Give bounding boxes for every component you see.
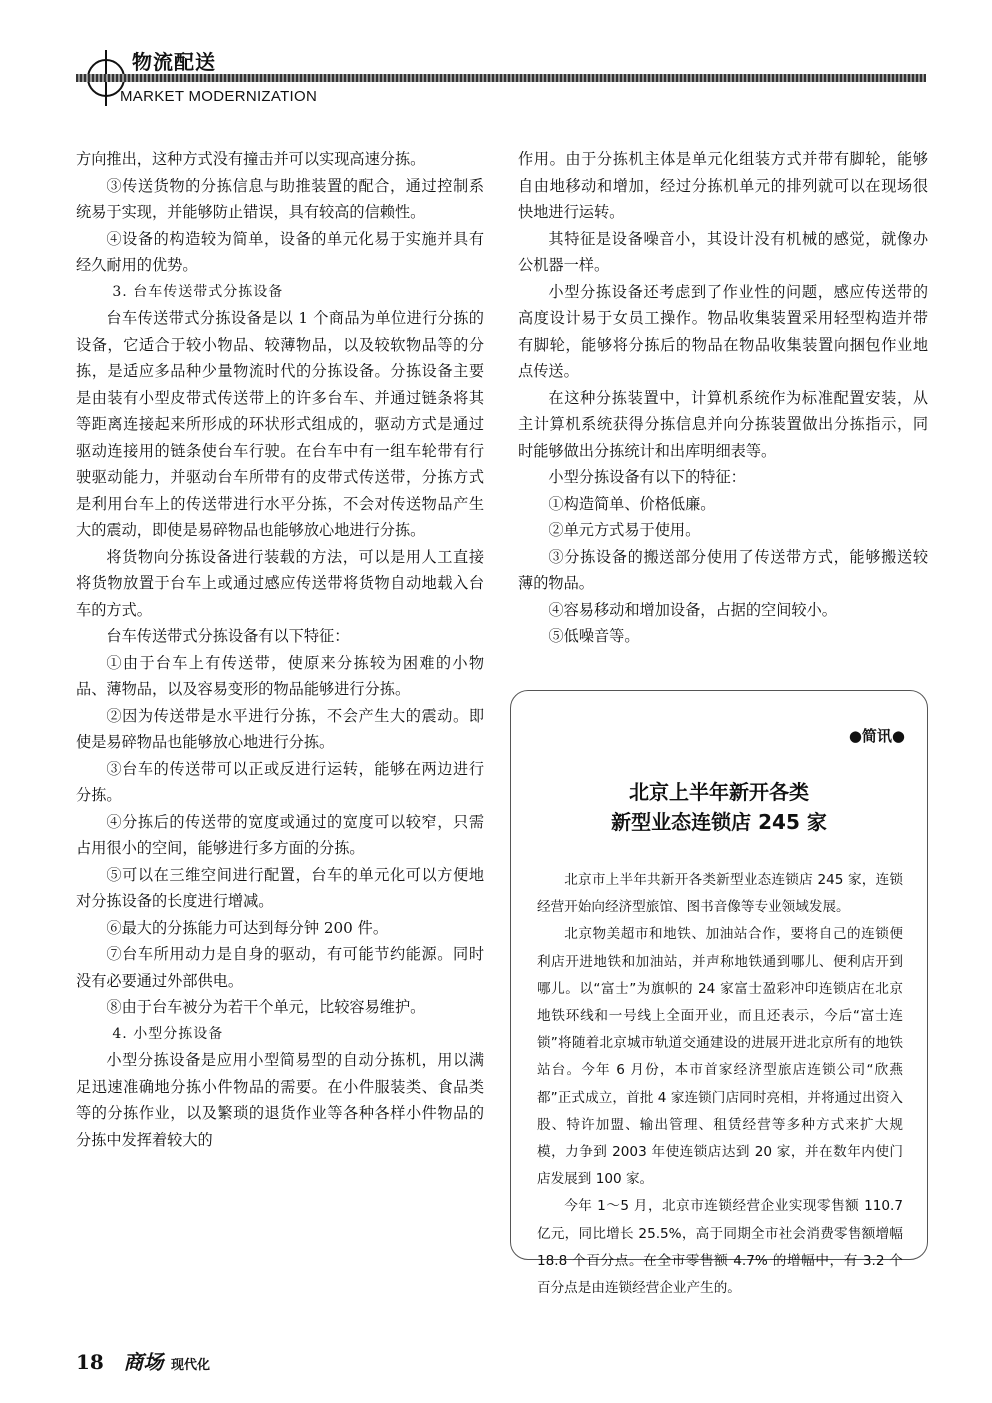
page-header xyxy=(0,0,992,120)
magazine-name: 商场 xyxy=(123,1350,164,1374)
paragraph: ③传送货物的分拣信息与助推装置的配合，通过控制系统易于实现，并能够防止错误，具有较高的信赖性。 xyxy=(76,176,484,221)
paragraph: ⑧由于台车被分为若干个单元，比较容易维护。 xyxy=(106,998,426,1016)
paragraph: 小型分拣设备还考虑到了作业性的问题，感应传送带的高度设计易于女员工操作。物品收集装置采用轻型构造并带有脚轮，能够将分拣后的物品在物品收集装置向捆包作业地点传送。 xyxy=(518,282,928,380)
paragraph: ④设备的构造较为简单，设备的单元化易于实施并具有经久耐用的优势。 xyxy=(76,229,484,274)
news-title-line: 北京上半年新开各类 xyxy=(629,780,809,804)
paragraph: ①构造简单、价格低廉。 xyxy=(548,494,716,513)
news-body xyxy=(537,867,903,1302)
paragraph: 作用。由于分拣机主体是单元化组装方式并带有脚轮，能够自由地移动和增加，经过分拣机单元的排列就可以在现场很快地进行运转。 xyxy=(518,150,928,221)
news-paragraph: 北京市上半年共新开各类新型业态连锁店 245 家，连锁经营开始向经济型旅馆、图书音像等专业领域发展。 xyxy=(537,872,903,916)
paragraph: ⑤低噪音等。 xyxy=(548,627,640,645)
section-heading: 4. 小型分拣设备 xyxy=(112,1025,224,1042)
paragraph: ②因为传送带是水平进行分拣，不会产生大的震动。即使是易碎物品也能够放心地进行分拣。 xyxy=(76,706,484,751)
paragraph: 台车传送带式分拣设备是以 1 个商品为单位进行分拣的设备，它适合于较小物品、较薄物品，以及较软物品等的分拣，是适应多品种少量物流时代的分拣设备。分拣设备主要是由装有小型皮带式传送带上的许多台车、并通过链条将其等距离连接起来所形成的环状形式组成的，驱动方式是通过驱动连接用的链条使台车行驶。在台车中有一组车轮带有行驶驱动能力，并驱动台车所带有的皮带式传送带，分拣方式是利用台车上的传送带进行水平分拣，不会对传送物品产生大的震动，即使是易碎物品也能够放心地进行分拣。 xyxy=(76,309,484,539)
page-number: 18 xyxy=(76,1350,104,1374)
paragraph: ⑦台车所用动力是自身的驱动，有可能节约能源。同时没有必要通过外部供电。 xyxy=(76,945,484,990)
news-title xyxy=(511,777,927,837)
left-column xyxy=(76,146,484,1153)
paragraph: ⑤可以在三维空间进行配置，台车的单元化可以方便地对分拣设备的长度进行增减。 xyxy=(76,865,484,910)
paragraph: 其特征是设备噪音小，其设计没有机械的感觉，就像办公机器一样。 xyxy=(518,229,928,274)
news-title-line: 新型业态连锁店 245 家 xyxy=(611,810,827,834)
paragraph: 小型分拣设备有以下的特征： xyxy=(548,468,746,486)
paragraph: 在这种分拣装置中，计算机系统作为标准配置安装，从主计算机系统获得分拣信息并向分拣装置做出分拣指示，同时能够做出分拣统计和出库明细表等。 xyxy=(518,388,928,460)
paragraph: ⑥最大的分拣能力可达到每分钟 200 件。 xyxy=(106,918,389,937)
paragraph: ③台车的传送带可以正或反进行运转，能够在两边进行分拣。 xyxy=(76,759,484,804)
paragraph: 方向推出，这种方式没有撞击并可以实现高速分拣。 xyxy=(76,150,426,168)
paragraph: ①由于台车上有传送带，使原来分拣较为困难的小物品、薄物品，以及容易变形的物品能够进行分拣。 xyxy=(76,653,484,698)
paragraph: ②单元方式易于使用。 xyxy=(548,521,701,539)
paragraph: 小型分拣设备是应用小型简易型的自动分拣机，用以满足迅速准确地分拣小件物品的需要。在小件服装类、食品类等的分拣作业，以及繁琐的退货作业等各种各样小件物品的分拣中发挥着较大的 xyxy=(76,1051,484,1149)
magazine-subtitle: MARKET MODERNIZATION xyxy=(120,88,318,105)
news-paragraph: 今年 1～5 月，北京市连锁经营企业实现零售额 110.7 亿元，同比增长 25.5%，高于同期全市社会消费零售额增幅 18.8 个百分点。在全市零售额 4.7% 的增幅中，有 3.2 个百分点是由连锁经营企业产生的。 xyxy=(537,1198,903,1297)
news-box xyxy=(510,690,928,1297)
header-band xyxy=(76,74,926,82)
news-tag: ●简讯● xyxy=(848,727,905,745)
page-footer xyxy=(76,1346,210,1375)
paragraph: ④容易移动和增加设备，占据的空间较小。 xyxy=(548,600,837,619)
paragraph: ④分拣后的传送带的宽度或通过的宽度可以较窄，只需占用很小的空间，能够进行多方面的分拣。 xyxy=(76,812,484,857)
right-column xyxy=(518,146,928,650)
section-heading: 3. 台车传送带式分拣设备 xyxy=(112,283,284,300)
magazine-name-tail: 现代化 xyxy=(171,1358,211,1373)
paragraph: 将货物向分拣设备进行装载的方法，可以是用人工直接将货物放置于台车上或通过感应传送带将货物自动地载入台车的方式。 xyxy=(76,547,484,619)
paragraph: ③分拣设备的搬送部分使用了传送带方式，能够搬送较薄的物品。 xyxy=(518,547,928,592)
section-title: 物流配送 xyxy=(132,50,216,74)
paragraph: 台车传送带式分拣设备有以下特征： xyxy=(106,627,350,645)
news-paragraph: 北京物美超市和地铁、加油站合作，要将自己的连锁便利店开进地铁和加油站，并声称地铁通到哪儿、便利店开到哪儿。以“富士”为旗帜的 24 家富士盈彩冲印连锁店在北京地铁环线和一号线上全面开业，而且还表示，今后“富士连锁”将随着北京城市轨道交通建设的进展开进北京所有的地铁站台。今年 6 月份，本市首家经济型旅店连锁公司“欣燕都”正式成立，首批 4 家连锁门店同时亮相，并将通过出资入股、特许加盟、输出管理、租赁经营等多种方式来扩大规模，力争到 2003 年使连锁店达到 20 家，并在数年内使门店发展到 100 家。 xyxy=(537,926,903,1188)
